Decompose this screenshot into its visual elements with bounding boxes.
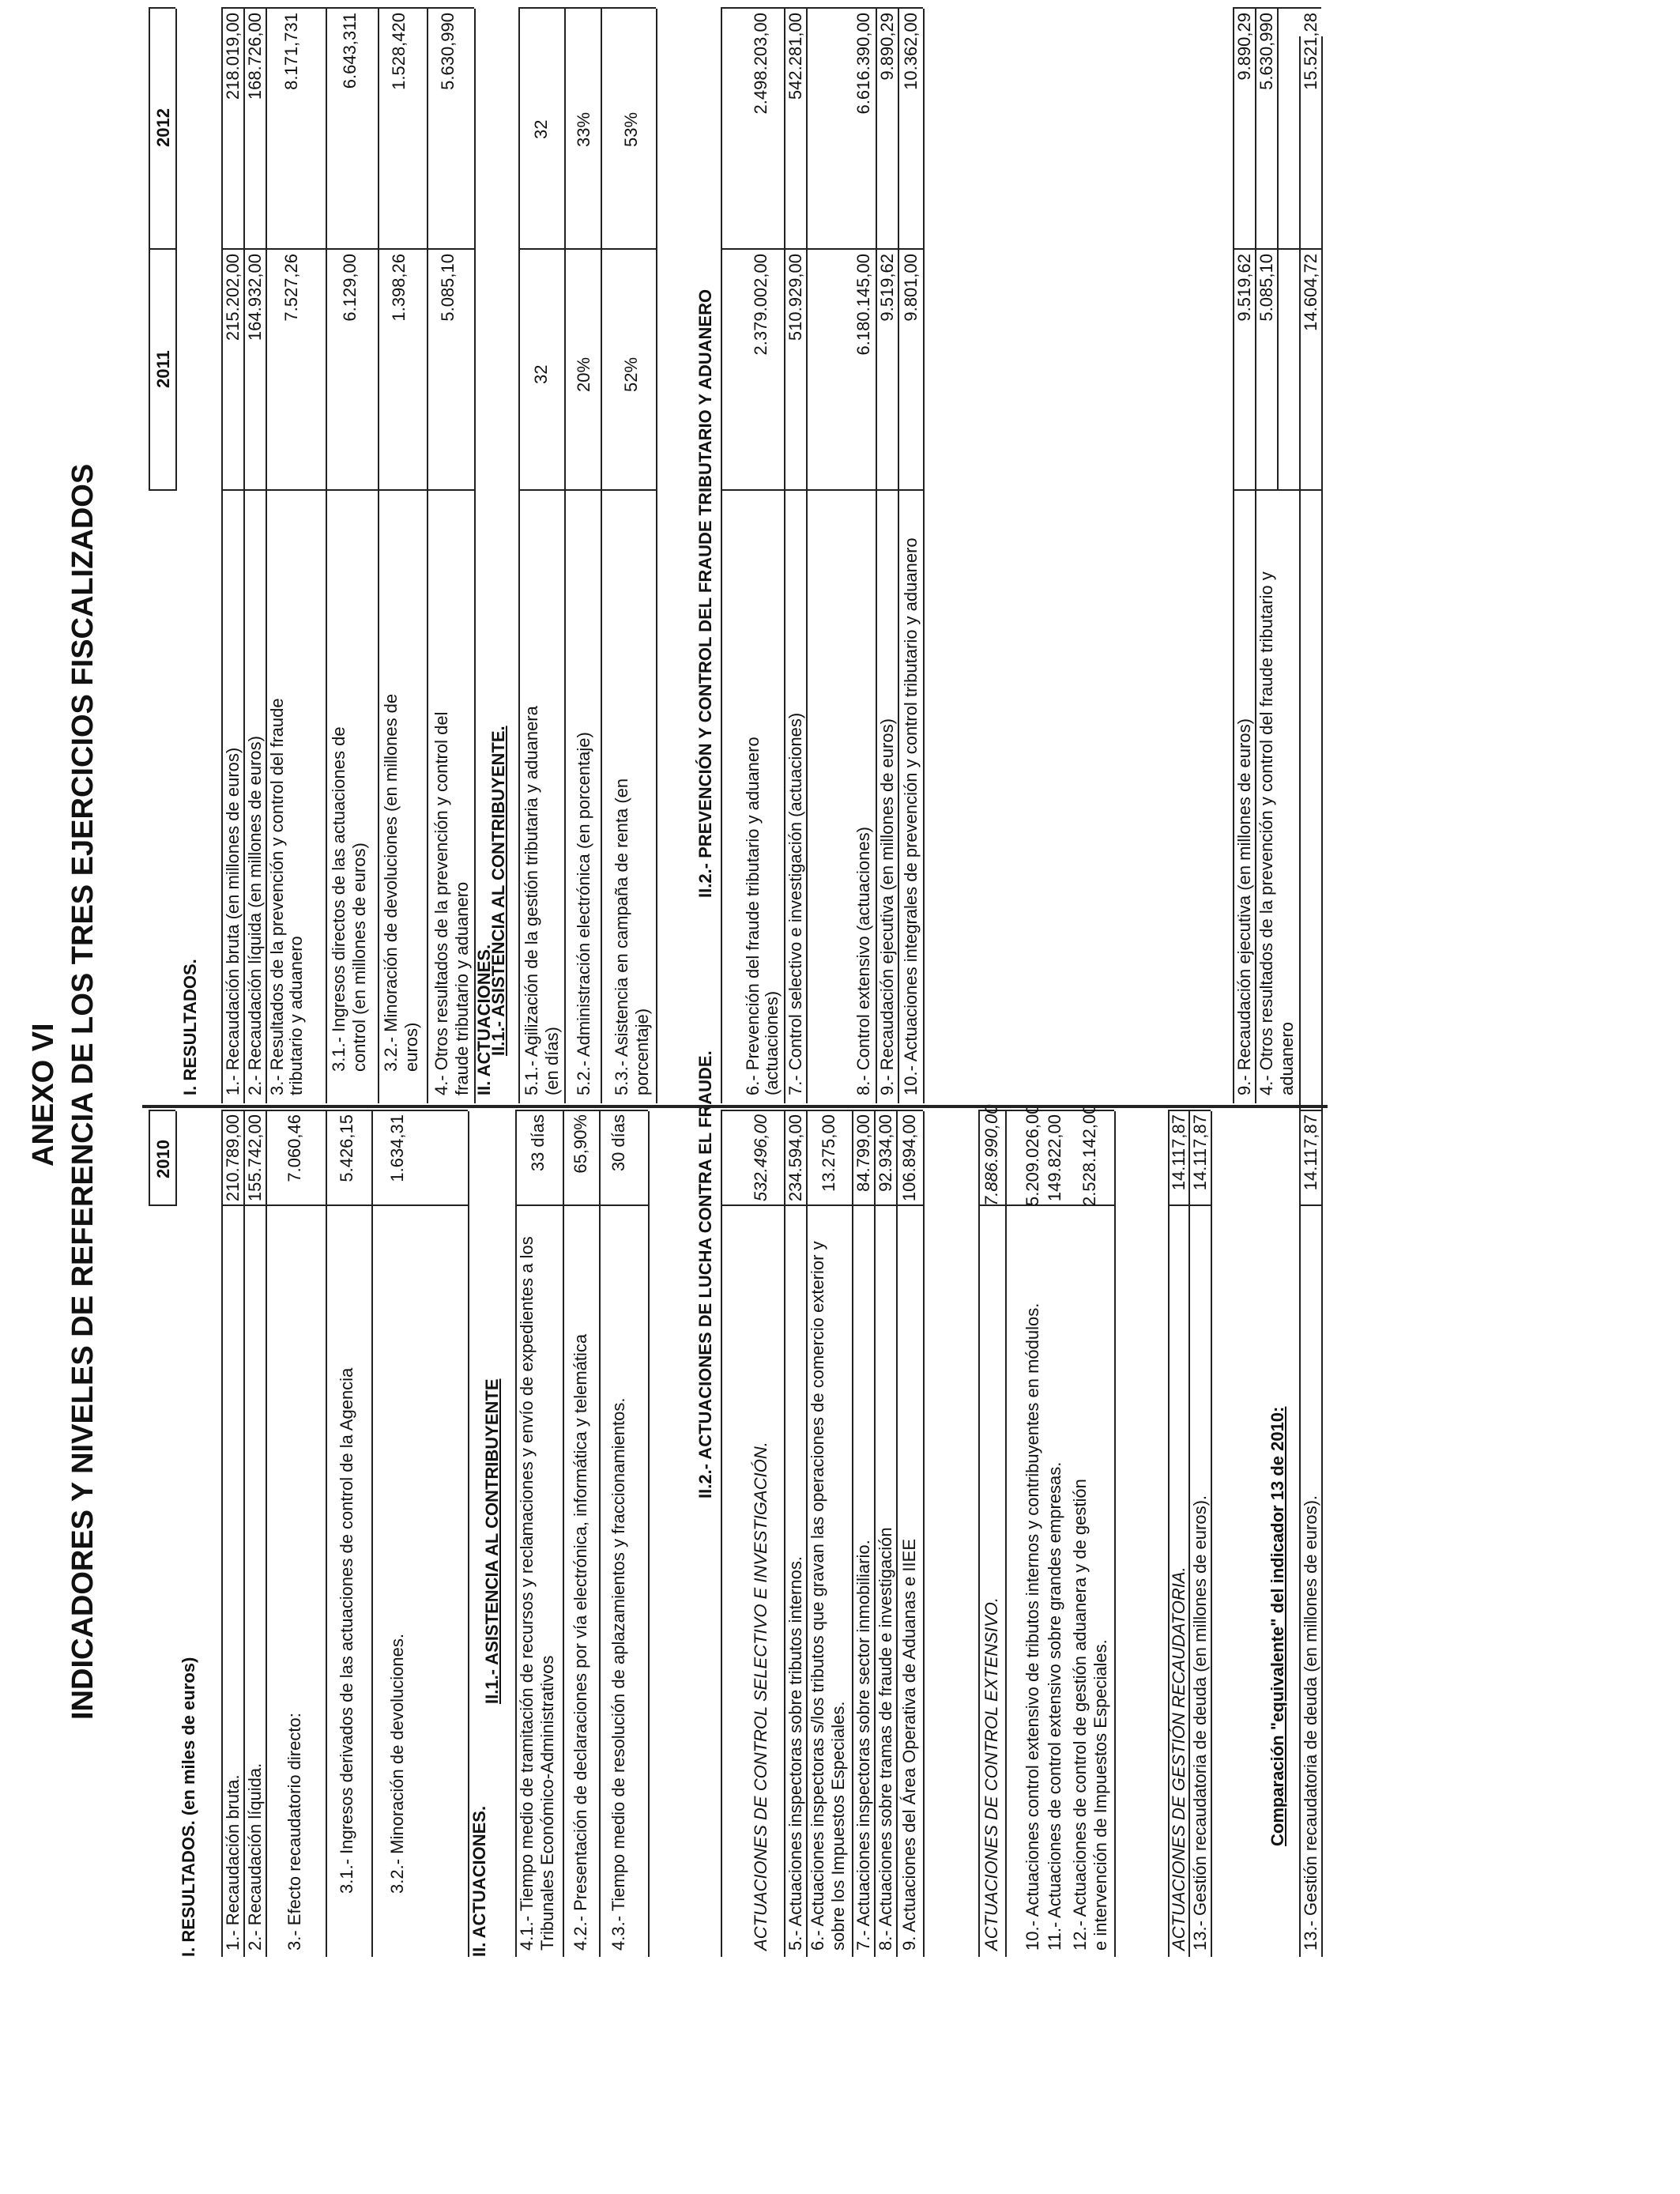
right-fraud-label: (actuaciones) <box>762 990 782 1095</box>
right-result-label: 3.1.- Ingresos directos de las actuaciones de <box>329 726 348 1072</box>
extensive-value: 149.822,00 <box>1045 1114 1064 1202</box>
right-assist-2011: 20% <box>574 356 593 392</box>
left-assist-label: 4.1.- Tiempo medio de tramitación de recursos y reclamaciones y envío de expedientes a los <box>517 1236 537 1951</box>
right-result-label: 1.- Recaudación bruta (en millones de euros) <box>223 747 243 1095</box>
selective-value: 234.594,00 <box>785 1114 805 1202</box>
right-result-label: euros) <box>401 1022 421 1072</box>
selective-label: 8.- Actuaciones sobre tramas de fraude e investigación <box>876 1527 895 1951</box>
right-fraud-2012: 10.362,00 <box>901 13 921 90</box>
left-result-label: 3.- Efecto recaudatorio directo: <box>284 1713 304 1951</box>
right-fraud-2012: 9.890,29 <box>877 13 897 81</box>
right-assist-2012: 53% <box>621 111 641 147</box>
left-assist-value: 65,90% <box>571 1114 590 1174</box>
extensive-label: 12.- Actuaciones de control de gestión aduanera y de gestión <box>1070 1479 1090 1951</box>
selective-title: ACTUACIONES DE CONTROL SELECTIVO E INVESTIGACIÓN. <box>751 1442 770 1951</box>
right-bottom-2012: 5.630,990 <box>1256 13 1276 90</box>
left-result-label: 1.- Recaudación bruta. <box>223 1774 243 1951</box>
extensive-label: 11.- Actuaciones de control extensivo sobre grandes empresas. <box>1045 1461 1064 1951</box>
extensive-label: 10.- Actuaciones control extensivo de tributos internos y contribuyentes en módulos. <box>1023 1302 1042 1951</box>
left-fraud-title: II.2.- ACTUACIONES DE LUCHA CONTRA EL FRAUDE. <box>695 1050 715 1498</box>
right-assist-label: 5.1.- Agilización de la gestión tributaria y aduanera <box>522 706 541 1095</box>
selective-total: 532.496,00 <box>751 1114 770 1202</box>
selective-value: 92.934,00 <box>876 1114 895 1192</box>
right-fraud-label: 8.- Control extensivo (actuaciones) <box>853 827 873 1095</box>
left-actions-title: II. ACTUACIONES. <box>469 1805 489 1957</box>
right-fraud-2011: 9.801,00 <box>901 254 921 322</box>
extensive-label: e intervención de Impuestos Especiales. <box>1090 1639 1110 1951</box>
extensive-title: ACTUACIONES DE CONTROL EXTENSIVO. <box>981 1596 1001 1951</box>
right-assist-label: 5.2.- Administración electrónica (en porcentaje) <box>574 732 593 1095</box>
left-result-label: 3.2.- Minoración de devoluciones. <box>387 1634 407 1894</box>
selective-label: 5.- Actuaciones inspectoras sobre tributos internos. <box>785 1556 805 1951</box>
right-result-label: tributario y aduanero <box>286 936 306 1095</box>
right-assist-2012: 33% <box>574 111 593 147</box>
right-result-2011: 5.085,10 <box>438 254 458 322</box>
left-result-value: 155.742,00 <box>245 1114 265 1202</box>
selective-value: 84.799,00 <box>853 1114 873 1192</box>
right-result-2012: 218.019,00 <box>223 13 243 100</box>
left-result-value: 7.060,46 <box>284 1114 304 1182</box>
left-assist-value: 30 días <box>608 1114 628 1172</box>
right-bottom-label: aduanero <box>1277 1022 1297 1095</box>
right-fraud-label: 10.- Actuaciones integrales de prevención y control tributario y aduanero <box>901 537 921 1095</box>
right-bottom-label: 4.- Otros resultados de la prevención y control del fraude tributario y <box>1256 571 1276 1095</box>
right-result-label: 2.- Recaudación líquida (en millones de euros) <box>245 736 265 1095</box>
right-result-2012: 168.726,00 <box>245 13 265 100</box>
selective-value: 106.894,00 <box>899 1114 919 1202</box>
right-result-2012: 6.643,311 <box>340 13 360 89</box>
right-result-label: control (en millones de euros) <box>349 843 369 1072</box>
extensive-total: 7.886.990,00 <box>981 1104 1001 1206</box>
right-assist-2011: 52% <box>621 356 641 392</box>
right-fraud-2012: 2.498.203,00 <box>751 13 770 115</box>
right-assist-2012: 32 <box>531 119 551 139</box>
left-result-value: 1.634,31 <box>387 1114 407 1182</box>
right-bottom-2012: 9.890,29 <box>1234 13 1254 81</box>
left-results-title: I. RESULTADOS. (en miles de euros) <box>179 1657 198 1957</box>
right-bottom-2011: 5.085,10 <box>1256 254 1276 322</box>
right-fraud-title: II.2.- PREVENCIÓN Y CONTROL DEL FRAUDE TRIBUTARIO Y ADUANERO <box>695 288 715 898</box>
left-assist-title: II.1.- ASISTENCIA AL CONTRIBUYENTE <box>482 1378 502 1704</box>
left-result-value: 5.426,15 <box>337 1114 356 1182</box>
year-2011: 2011 <box>153 350 173 388</box>
selective-label: 7.- Actuaciones inspectoras sobre sector inmobiliario. <box>853 1540 873 1951</box>
right-fraud-2011: 6.180.145,00 <box>853 254 873 356</box>
right-result-label: fraude tributario y aduanero <box>452 881 472 1095</box>
collect-label: 13.- Gestión recaudatoria de deuda (en millones de euros). <box>1190 1495 1210 1951</box>
right-fraud-label: 6.- Prevención del fraude tributario y aduanero <box>743 737 763 1095</box>
left-result-label: 3.1.- Ingresos derivados de las actuaciones de control de la Agencia <box>337 1367 356 1894</box>
right-result-label: 4.- Otros resultados de la prevención y control del <box>431 711 451 1095</box>
right-assist-label: porcentaje) <box>632 1008 652 1095</box>
right-assist-2011: 32 <box>531 364 551 384</box>
right-fraud-2011: 510.929,00 <box>785 254 805 341</box>
comparison-title: Comparación "equivalente" del indicador 13 de 2010: <box>1268 1406 1287 1846</box>
right-bottom-2011: 9.519,62 <box>1234 254 1254 322</box>
right-result-2011: 7.527,26 <box>281 254 301 322</box>
comparison-value: 14.117,87 <box>1301 1114 1320 1191</box>
selective-label: sobre los Impuestos Especiales. <box>828 1701 848 1951</box>
extensive-value: 2.528.142,00 <box>1079 1104 1099 1206</box>
collect-title: ACTUACIONES DE GESTIÓN RECAUDATORIA. <box>1169 1566 1188 1951</box>
right-assist-label: (en días) <box>542 1027 562 1095</box>
selective-label: 6.- Actuaciones inspectoras s/los tributos que gravan las operaciones de comercio exterior y <box>808 1241 827 1951</box>
selective-value: 13.275,00 <box>819 1114 838 1192</box>
right-result-2012: 8.171,731 <box>281 13 301 90</box>
left-assist-label: 4.3.- Tiempo medio de resolución de aplazamientos y fraccionamientos. <box>608 1397 628 1951</box>
right-bottom-total-2011: 14.604,72 <box>1301 254 1320 331</box>
right-fraud-2011: 2.379.002,00 <box>751 254 770 356</box>
right-fraud-label: 9.- Recaudación ejecutiva (en millones de euros) <box>877 718 897 1095</box>
right-result-2011: 1.398,26 <box>389 254 409 322</box>
year-2012: 2012 <box>153 108 173 147</box>
right-result-2011: 164.932,00 <box>245 254 265 341</box>
left-assist-label: 4.2.- Presentación de declaraciones por vía electrónica, informática y telemática <box>571 1333 590 1951</box>
right-results-title: I. RESULTADOS. <box>180 959 200 1095</box>
extensive-value: 5.209.026,00 <box>1023 1104 1042 1206</box>
right-bottom-label: 9.- Recaudación ejecutiva (en millones de euros) <box>1234 718 1254 1095</box>
right-assist-label: 5.3.- Asistencia en campaña de renta (en <box>612 778 631 1095</box>
left-result-label: 2.- Recaudación líquida. <box>245 1762 265 1951</box>
selective-label: 9. Actuaciones del Área Operativa de Aduanas e IIEE <box>899 1538 919 1951</box>
left-result-value: 210.789,00 <box>223 1114 243 1202</box>
right-result-2012: 5.630,990 <box>438 13 458 90</box>
right-actions-title: II. ACTUACIONES. <box>474 944 494 1095</box>
right-fraud-2012: 542.281,00 <box>785 13 805 100</box>
page-title: INDICADORES Y NIVELES DE REFERENCIA DE LOS TRES EJERCICIOS FISCALIZADOS <box>66 463 100 1720</box>
right-result-label: 3.2.- Minoración de devoluciones (en millones de <box>381 693 401 1072</box>
left-assist-value: 33 días <box>528 1114 548 1172</box>
left-assist-label: Tribunales Económico-Administrativos <box>537 1655 557 1951</box>
right-bottom-total-2012: 15.521,28 <box>1301 13 1320 90</box>
right-fraud-2011: 9.519,62 <box>877 254 897 322</box>
right-result-2011: 215.202,00 <box>223 254 243 341</box>
right-fraud-2012: 6.616.390,00 <box>853 13 873 115</box>
right-fraud-label: 7.- Control selectivo e investigación (actuaciones) <box>785 712 805 1095</box>
collect-value: 14.117,87 <box>1190 1114 1210 1191</box>
right-result-2011: 6.129,00 <box>340 254 360 322</box>
year-2010: 2010 <box>153 1140 173 1178</box>
collect-total: 14.117,87 <box>1169 1114 1188 1191</box>
right-result-2012: 1.528,420 <box>389 13 409 90</box>
right-assist-title: II.1.- ASISTENCIA AL CONTRIBUYENTE. <box>488 726 508 1056</box>
right-result-label: 3.- Resultados de la prevención y control del fraude <box>267 698 287 1095</box>
comparison-label: 13.- Gestión recaudatoria de deuda (en millones de euros). <box>1301 1495 1320 1951</box>
annex-title: ANEXO VI <box>27 1023 60 1167</box>
